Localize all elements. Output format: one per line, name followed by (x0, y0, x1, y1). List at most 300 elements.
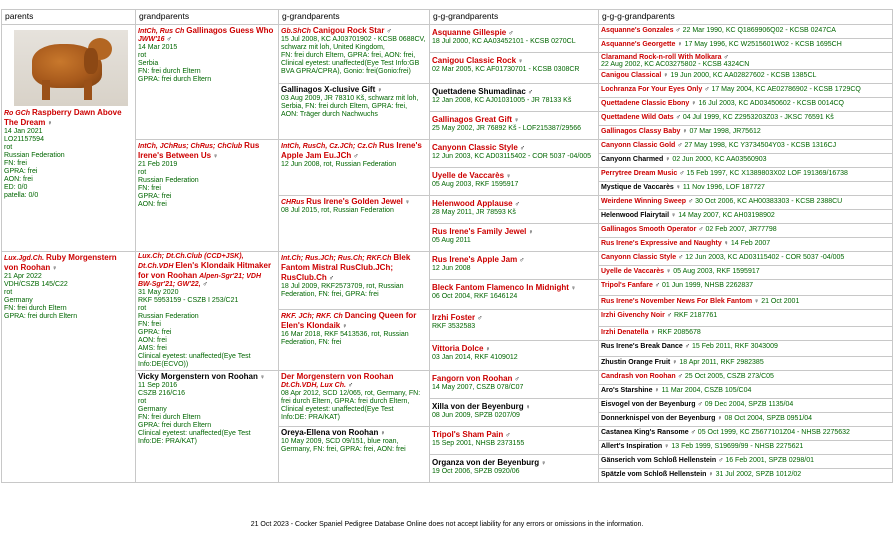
g-grandparent-info: 15 Jul 2008, KC AJ03701902 - KCSB 0688CV, schwarz mit loh, United Kingdom, (281, 36, 426, 51)
g-g-g-grandparent-cell (599, 296, 893, 310)
parent-cell (2, 25, 136, 252)
g-g-g-grandparent-info: 15 Feb 2011, RKF 3043009 (691, 342, 778, 350)
g-g-g-grandparent-info: RKF 2187761 (673, 312, 718, 320)
g-g-g-grandparent-info: 05 Oct 1999, KC Z5677101Z04 - NHSB 2275632 (697, 429, 850, 436)
parent-reg: VDH/CSZB 145/C22 (4, 281, 68, 288)
g-g-grandparent-info: 19 Oct 2006, SPZB 0920/06 (432, 468, 520, 475)
pedigree-row (2, 25, 893, 39)
g-g-g-grandparent-cell (599, 371, 893, 385)
g-g-grandparent-name-line (432, 171, 596, 181)
g-g-g-grandparent-cell (599, 168, 893, 182)
g-g-grandparent-cell (430, 112, 599, 140)
grandparent-name-line (138, 372, 276, 382)
g-g-g-grandparent-cell (599, 25, 893, 39)
male-sex-icon: ♂ (687, 198, 694, 205)
grandparent-extra-title: JWW'16 (138, 36, 165, 43)
female-sex-icon: ♀ (663, 72, 669, 79)
g-g-g-grandparent-name-link[interactable]: Weirdene Winning Sweep (601, 198, 686, 205)
g-g-g-grandparent-name-link[interactable]: Castanea King's Ransome (601, 429, 689, 436)
male-sex-icon: ♂ (386, 28, 392, 35)
g-g-g-grandparent-cell (599, 70, 893, 84)
grandparent-gpra: GPRA: frei durch Eltern (138, 76, 212, 83)
g-g-g-grandparent-cell (599, 441, 893, 455)
pedigree-table (1, 9, 893, 483)
male-sex-icon: ♂ (698, 226, 704, 233)
g-g-grandparent-cell (430, 168, 599, 196)
g-grandparent-name-line (281, 428, 427, 438)
g-grandparent-name-link[interactable]: Rus Irene's Apple Jam Eu.JCh (281, 141, 422, 160)
grandparent-name-link[interactable]: Elen's Klondaik Hitmaker for von Roohan (138, 261, 272, 280)
g-g-grandparent-info: 12 Jan 2008, KC AJ01031005 - JR 78133 Kš (432, 97, 572, 104)
parent-name-line (4, 253, 133, 273)
grandparent-country: Serbia (138, 60, 159, 67)
parent-name-link[interactable]: Ruby Morgenstern von Roohan (4, 253, 117, 272)
g-g-g-grandparent-info: 11 Nov 1996, LOF 187727 (682, 184, 765, 191)
female-sex-icon: ♀ (52, 265, 58, 272)
grandparent-name-link[interactable]: Vicky Morgenstern von Roohan (138, 372, 258, 381)
g-grandparent-cell (279, 252, 430, 310)
g-grandparent-title: CHRus (281, 199, 305, 206)
g-g-g-grandparent-name-link[interactable]: Donnerknispel von der Beyenburg (601, 415, 716, 422)
g-grandparent-cell (279, 371, 430, 427)
g-grandparent-info: 03 Aug 2009, JR 78310 Kš, schwarz mit loh, (281, 95, 419, 102)
g-g-g-grandparent-name-link[interactable]: Rus Irene's November News For Blek Fantom (601, 298, 753, 306)
g-g-g-grandparent-name-link[interactable]: Irzhi Givenchy Noir (601, 312, 665, 320)
parent-country: Russian Federation (4, 152, 65, 159)
grandparent-title: IntCh, Rus Ch (138, 28, 185, 35)
g-g-grandparent-cell (430, 310, 599, 340)
g-g-grandparent-name-line (432, 87, 596, 97)
g-grandparent-name-line (281, 26, 427, 36)
g-g-grandparent-name-line (432, 227, 596, 237)
g-g-grandparent-cell (430, 340, 599, 370)
g-g-grandparent-info: RKF 3532583 (432, 323, 476, 331)
g-g-grandparent-info: 18 Jul 2000, KC AA03452101 - KCSB 0270CL (432, 38, 576, 45)
female-sex-icon: ♀ (664, 443, 670, 450)
g-g-g-grandparent-name-link[interactable]: Canyonn Classic Gold (601, 142, 676, 149)
g-grandparent-name-link[interactable]: Gallinagos X-clusive Gift (281, 85, 376, 94)
grandparent-cell (136, 252, 279, 371)
g-g-g-grandparent-info: 11 Mar 2004, CSZB 105/C04 (661, 387, 752, 394)
g-g-g-grandparent-name-link[interactable]: Asquanne's Gonzales (601, 27, 674, 34)
g-g-g-grandparent-name-link[interactable]: Canyonn Classic Style (601, 254, 677, 261)
female-sex-icon: ♀ (525, 404, 531, 411)
female-sex-icon: ♀ (682, 128, 688, 135)
g-grandparent-info: Federation, FN: frei (281, 339, 342, 347)
grandparent-title: IntCh, JChRus; ChRus; ChClub (138, 143, 243, 150)
g-g-g-grandparent-name-link[interactable]: Uyelle de Vaccarès (601, 268, 665, 275)
g-g-grandparent-info: 14 May 2007, CSZB 078/C07 (432, 384, 524, 391)
male-sex-icon: ♂ (690, 429, 696, 436)
g-g-g-grandparent-name-link[interactable]: Eisvogel von der Beyenburg (601, 401, 696, 408)
grandparent-color: rot (138, 398, 147, 405)
g-grandparent-name-line (281, 311, 427, 331)
g-g-grandparent-name-line (432, 115, 596, 125)
g-g-grandparent-cell (430, 455, 599, 483)
grandparent-date: 21 Feb 2019 (138, 161, 178, 168)
g-g-g-grandparent-name-link[interactable]: Gallinagos Smooth Operator (601, 226, 697, 233)
female-sex-icon: ♀ (47, 120, 53, 127)
g-g-g-grandparent-info: 25 Oct 2005, CSZB 273/C05 (684, 373, 774, 380)
g-g-grandparent-name-link[interactable]: Irzhi Foster (432, 313, 476, 323)
g-g-g-grandparent-name-link[interactable]: Aro's Starshine (601, 387, 653, 394)
parent-gpra: GPRA: frei (4, 168, 38, 175)
g-g-g-grandparent-name-link[interactable]: Rus Irene's Break Dance (601, 342, 683, 350)
g-g-g-grandparent-info: 09 Dec 2004, SPZB 1135/04 (704, 401, 794, 408)
g-g-g-grandparent-cell (599, 357, 893, 371)
g-g-grandparent-name-link[interactable]: Rus Irene's Family Jewel (432, 227, 527, 236)
female-sex-icon: ♀ (666, 268, 672, 275)
male-sex-icon: ♂ (679, 170, 685, 177)
grandparent-reg: RKF 5953159 - CSZB I 253/C21 (138, 297, 239, 304)
g-g-g-grandparent-name-link[interactable]: Tripol's Fanfare (601, 282, 653, 289)
grandparent-title: Lux.Ch; Dt.Ch.Club (CCD+JSK), Dt.Ch.VDH (138, 253, 244, 270)
male-sex-icon: ♂ (654, 282, 661, 289)
g-g-g-grandparent-cell (599, 252, 893, 266)
g-g-g-grandparent-name-link[interactable]: Gallinagos Classy Baby (601, 128, 681, 135)
g-g-g-grandparent-info: 19 Jun 2000, KC AA02827602 - KCSB 1385CL (670, 72, 817, 79)
g-g-grandparent-name-link[interactable]: Helenwood Applause (432, 199, 513, 208)
g-g-g-grandparent-cell (599, 413, 893, 427)
grandparent-cell (136, 140, 279, 252)
header-row (2, 10, 893, 25)
male-sex-icon: ♂ (347, 382, 354, 389)
g-g-grandparent-name-link[interactable]: Vittoria Dolce (432, 343, 484, 353)
female-sex-icon: ♀ (677, 41, 683, 48)
g-grandparent-info: FN: frei durch Eltern, GPRA: frei, AON: frei, (281, 52, 416, 59)
g-g-g-grandparent-cell (599, 280, 893, 296)
pedigree-row (2, 371, 893, 385)
g-g-grandparent-name-link[interactable]: Uyelle de Vaccarès (432, 171, 505, 180)
g-grandparent-info: Clinical eyetest: unaffected(Eye Test (281, 406, 394, 413)
female-sex-icon: ♀ (342, 323, 348, 331)
female-sex-icon: ♀ (541, 460, 547, 467)
g-grandparent-info: 12 Jun 2008, rot, Russian Federation (281, 161, 397, 168)
g-g-grandparent-name-link[interactable]: Fangorn von Roohan (432, 374, 513, 383)
g-g-grandparent-info: 05 Aug 2011 (432, 237, 471, 244)
grandparent-gpra: GPRA: frei (138, 193, 172, 200)
g-g-g-grandparent-info: 01 Jun 1999, NHSB 2262837 (662, 282, 754, 289)
g-g-g-grandparent-cell (599, 238, 893, 252)
g-grandparent-name-link[interactable]: Blek Fantom Mistral RusClub.JCh; RusClub.Ch (281, 253, 411, 282)
female-sex-icon: ♀ (213, 153, 219, 160)
male-sex-icon: ♂ (718, 457, 724, 464)
g-g-grandparent-cell (430, 252, 599, 280)
parent-color: rot (4, 289, 13, 296)
g-g-g-grandparent-info: 13 Feb 1999, S19699/99 - NHSB 2275621 (671, 443, 804, 450)
pedigree-row (2, 252, 893, 266)
g-g-grandparent-name-link[interactable]: Tripol's Sham Pain (432, 430, 504, 439)
male-sex-icon: ♂ (328, 275, 334, 282)
female-sex-icon: ♀ (708, 471, 714, 478)
grandparent-extra-title: Alpen-Sgr'21; VDH BW-Sgr'21; GW'22, (138, 273, 262, 288)
female-sex-icon: ♀ (691, 100, 697, 107)
female-sex-icon: ♀ (672, 359, 678, 366)
female-sex-icon: ♀ (675, 184, 681, 191)
g-g-grandparent-info: 12 Jun 2008 (432, 265, 471, 272)
g-grandparent-info: Germany, FN: frei, GPRA: frei, AON: frei (281, 446, 406, 453)
grandparent-reg: CSZB 216/C16 (138, 390, 186, 397)
g-g-g-grandparent-cell (599, 469, 893, 483)
g-g-g-grandparent-cell (599, 210, 893, 224)
female-sex-icon: ♀ (513, 117, 520, 124)
grandparent-name-line (138, 26, 276, 44)
g-g-grandparent-name-link[interactable]: Quettadene Shumadinac (432, 87, 526, 96)
g-g-g-grandparent-name-link[interactable]: Candrash von Roohan (601, 373, 676, 380)
g-g-grandparent-info: 05 Aug 2003, RKF 1595917 (432, 181, 519, 188)
g-g-grandparent-cell (430, 427, 599, 455)
g-g-grandparent-cell (430, 224, 599, 252)
g-g-grandparent-name-link[interactable]: Canigou Classic Rock (432, 56, 517, 65)
female-sex-icon: ♀ (654, 387, 660, 394)
g-g-g-grandparent-cell (599, 154, 893, 168)
g-g-grandparent-name-link[interactable]: Asquanne Gillespie (432, 28, 507, 37)
g-g-grandparent-info: 06 Oct 2004, RKF 1646124 (432, 293, 518, 300)
parent-name-link[interactable]: Raspberry Dawn Above The Dream (4, 108, 122, 127)
grandparent-country: Russian Federation (138, 313, 199, 320)
g-grandparent-cell (279, 196, 430, 252)
female-sex-icon: ♀ (528, 229, 534, 236)
g-grandparent-name-line (281, 372, 427, 390)
parent-patella: patella: 0/0 (4, 192, 39, 199)
g-g-grandparent-name-link[interactable]: Bleck Fantom Flamenco In Midnight (432, 283, 569, 292)
female-sex-icon: ♀ (665, 156, 671, 163)
g-grandparent-cell (279, 140, 430, 196)
male-sex-icon: ♂ (202, 281, 208, 288)
g-g-grandparent-name-line (432, 402, 596, 412)
grandparent-aon: AON: frei (138, 337, 167, 344)
grandparent-fn: FN: frei (138, 321, 161, 328)
header-parents: parents (2, 10, 136, 25)
g-g-g-grandparent-cell (599, 310, 893, 326)
g-g-g-grandparent-name-link[interactable]: Mystique de Vaccarès (601, 184, 674, 191)
male-sex-icon: ♂ (684, 342, 691, 350)
g-grandparent-cell (279, 25, 430, 84)
g-g-g-grandparent-cell (599, 39, 893, 53)
grandparent-gpra: GPRA: frei (138, 329, 172, 336)
header-grandparents: grandparents (136, 10, 279, 25)
g-g-g-grandparent-cell (599, 53, 893, 70)
g-g-g-grandparent-cell (599, 266, 893, 280)
g-grandparent-info: Clinical eyetest: unaffected(Eye Test Info:GB BVA GPRA/CPRA), Gonio: frei(Gonio:frei) (281, 60, 420, 75)
male-sex-icon: ♂ (697, 401, 703, 408)
g-grandparent-name-link[interactable]: Oreya-Ellena von Roohan (281, 428, 379, 437)
g-grandparent-info: 16 Mar 2018, RKF 5413536, rot, Russian (281, 331, 409, 339)
g-grandparent-name-link[interactable]: Rus Irene's Golden Jewel (306, 197, 403, 206)
g-g-g-grandparent-name-link[interactable]: Asquanne's Georgette (601, 41, 676, 48)
g-grandparent-name-link[interactable]: Der Morgenstern von Roohan (281, 372, 394, 381)
header-g-grandparents: g-grandparents (279, 10, 430, 25)
female-sex-icon: ♀ (517, 58, 524, 65)
grandparent-gpra: GPRA: frei durch Eltern (138, 422, 212, 429)
g-g-g-grandparent-name-link[interactable]: Canyonn Charmed (601, 156, 664, 163)
g-g-g-grandparent-info: 15 Feb 1997, KC X1389803X02 LOF 191369/16738 (686, 170, 848, 177)
female-sex-icon: ♀ (404, 199, 411, 206)
grandparent-fn: FN: frei durch Eltern (138, 68, 201, 75)
pedigree-container (1, 9, 893, 483)
g-grandparent-info: Federation, FN: frei, GPRA: frei (281, 291, 379, 298)
grandparent-fn: FN: frei (138, 185, 161, 192)
g-grandparent-name-line (281, 197, 427, 207)
g-g-g-grandparent-info: 14 May 2007, KC AH03198902 (678, 212, 775, 219)
female-sex-icon: ♀ (717, 415, 723, 422)
g-g-g-grandparent-name-link[interactable]: Zhustin Orange Fruit (601, 359, 671, 366)
g-grandparent-info: 10 May 2009, SCD 09/151, blue roan, (281, 438, 399, 445)
g-g-g-grandparent-info: 27 May 1998, KC Y3734504Y03 - KCSB 1316CJ (684, 142, 837, 149)
g-g-grandparent-cell (430, 399, 599, 427)
g-grandparent-info: 08 Jul 2015, rot, Russian Federation (281, 207, 394, 214)
parent-fn: FN: frei (4, 160, 27, 167)
g-g-g-grandparent-cell (599, 84, 893, 98)
g-g-grandparent-name-link[interactable]: Rus Irene's Apple Jam (432, 255, 518, 264)
g-g-g-grandparent-cell (599, 399, 893, 413)
g-grandparent-name-line (281, 141, 427, 161)
male-sex-icon: ♂ (723, 54, 729, 61)
g-g-grandparent-name-line (432, 199, 596, 209)
male-sex-icon: ♂ (704, 86, 710, 93)
g-grandparent-title: Int.Ch; Rus.JCh; Rus.Ch; RKF.Ch (281, 255, 392, 262)
g-g-g-grandparent-cell (599, 326, 893, 340)
female-sex-icon: ♀ (754, 298, 760, 306)
parent-reg: LO21157594 (4, 136, 44, 143)
parent-ed: ED: 0/0 (4, 184, 28, 191)
g-g-g-grandparent-name-link[interactable]: Quettadene Classic Ebony (601, 100, 690, 107)
g-g-grandparent-cell (430, 196, 599, 224)
g-g-g-grandparent-name-link[interactable]: Perrytree Dream Music (601, 170, 678, 177)
grandparent-name-link[interactable]: Gallinagos Guess Who (186, 26, 274, 35)
g-g-grandparent-name-link[interactable]: Canyonn Classic Style (432, 143, 518, 152)
g-g-g-grandparent-name-link[interactable]: Helenwood Flairytail (601, 212, 670, 219)
g-g-grandparent-name-line (432, 56, 596, 66)
g-g-g-grandparent-info: RKF 2085678 (657, 328, 701, 336)
g-g-grandparent-info: 12 Jun 2003, KC AD03115402 - COR 5037 -04/005 (432, 153, 592, 160)
g-g-grandparent-name-link[interactable]: Gallinagos Great Gift (432, 115, 513, 124)
male-sex-icon: ♂ (514, 201, 520, 208)
male-sex-icon: ♂ (505, 432, 511, 439)
g-grandparent-title: Gb.ShCh (281, 28, 311, 35)
g-g-g-grandparent-info: 12 Jun 2003, KC AD03115402 - COR 5037 -04/005 (685, 254, 845, 261)
grandparent-ams: AMS: frei (138, 345, 167, 352)
g-grandparent-info: Info:DE: PRA/KAT) (281, 414, 340, 421)
g-g-g-grandparent-name-link[interactable]: Allert's Inspiration (601, 443, 663, 450)
g-grandparent-info: Serbia, FN: frei durch Eltern, GPRA: frei, (281, 103, 408, 110)
grandparent-eye: Clinical eyetest: unaffected(Eye Test Info:DE: PRA/KAT) (138, 430, 251, 445)
parent-title: Lux.Jgd.Ch. (4, 255, 45, 262)
g-g-g-grandparent-info: 16 Jul 2003, KC AD03450602 - KCSB 0014CQ (698, 100, 845, 107)
g-g-grandparent-name-link[interactable]: Organza von der Beyenburg (432, 458, 540, 467)
g-g-grandparent-cell (430, 84, 599, 112)
female-sex-icon: ♀ (259, 374, 266, 381)
female-sex-icon: ♀ (380, 430, 386, 437)
header-g-g-g-grandparents: g-g-g-grandparents (599, 10, 893, 25)
male-sex-icon: ♂ (514, 376, 520, 383)
parent-color: rot (4, 144, 13, 151)
g-g-g-grandparent-info: 14 Feb 2007 (730, 240, 771, 247)
grandparent-date: 14 Mar 2015 (138, 44, 178, 51)
g-grandparent-name-link[interactable]: Canigou Rock Star (312, 26, 385, 35)
pedigree-row (2, 140, 893, 154)
g-grandparent-info: 18 Jul 2009, RKF2573709, rot, Russian (281, 283, 404, 290)
parent-date: 14 Jan 2021 (4, 128, 43, 135)
grandparent-color: rot (138, 169, 147, 176)
g-g-grandparent-name-line (432, 255, 596, 265)
g-g-grandparent-name-link[interactable]: Xilla von der Beyenburg (432, 402, 524, 411)
g-grandparent-title: IntCh, RusCh, Cz.JCh; Cz.Ch (281, 143, 378, 150)
grandparent-name-link[interactable]: Rus Irene's Between Us (138, 141, 260, 160)
parent-date: 21 Apr 2022 (4, 273, 42, 280)
g-g-g-grandparent-info: 18 Apr 2011, RKF 2982385 (679, 359, 764, 366)
male-sex-icon: ♂ (166, 36, 172, 43)
g-grandparent-title: RKF. JCh; RKF. Ch (281, 313, 343, 321)
g-grandparent-name-line (281, 85, 427, 95)
g-g-g-grandparent-info: 22 Aug 2002, KC AC03275802 - KCSB 4324CN (601, 61, 750, 68)
g-g-g-grandparent-cell (599, 98, 893, 112)
g-g-g-grandparent-cell (599, 224, 893, 238)
g-g-grandparent-name-line (432, 283, 596, 293)
g-g-g-grandparent-name-link[interactable]: Spätzle vom Schloß Hellenstein (601, 471, 707, 478)
grandparent-country: Germany (138, 406, 167, 413)
grandparent-eye: Clinical eyetest: unaffected(Eye Test Info:DE(ECVO)) (138, 353, 251, 368)
g-g-g-grandparent-name-link[interactable]: Rus Irene's Expressive and Naughty (601, 240, 722, 247)
grandparent-cell (136, 371, 279, 483)
g-g-g-grandparent-name-link[interactable]: Lochranza For Your Eyes Only (601, 86, 703, 93)
g-grandparent-cell (279, 84, 430, 140)
dog-photo (14, 30, 128, 106)
male-sex-icon: ♂ (675, 114, 681, 121)
g-g-g-grandparent-info: 05 Aug 2003, RKF 1595917 (673, 268, 760, 275)
g-g-grandparent-name-line (432, 313, 596, 323)
g-g-g-grandparent-name-link[interactable]: Irzhi Denatella (601, 328, 649, 336)
g-g-grandparent-info: 15 Sep 2001, NHSB 2373155 (432, 440, 525, 447)
g-g-grandparent-info: 25 May 2002, JR 76892 Kš - LOF215387/29566 (432, 125, 582, 132)
g-g-g-grandparent-info: 31 Jul 2002, SPZB 1012/02 (715, 471, 802, 478)
g-g-g-grandparent-info: 30 Oct 2006, KC AH00383303 - KCSB 2388CU (695, 198, 843, 205)
female-sex-icon: ♀ (723, 240, 729, 247)
g-g-g-grandparent-info: 07 Mar 1998, JR75612 (689, 128, 761, 135)
g-g-g-grandparent-info: 04 Jul 1999, KC Z2953203Z03 - JKSC 76591 Kš (682, 114, 834, 121)
g-g-g-grandparent-cell (599, 182, 893, 196)
g-grandparent-info: 08 Apr 2012, SCD 12/065, rot, Germany, FN: frei durch Eltern, GPRA: frei durch Eltern, (281, 390, 421, 405)
footer-disclaimer: 21 Oct 2023 - Cocker Spaniel Pedigree Database Online does not accept liability for any errors or omissions in the information. (250, 521, 644, 528)
g-grandparent-name-link[interactable]: Dancing Queen for Elen's Klondaik (281, 311, 417, 331)
male-sex-icon: ♂ (666, 312, 672, 320)
female-sex-icon: ♀ (377, 87, 383, 94)
g-g-g-grandparent-name-link[interactable]: Canigou Classical (601, 72, 662, 79)
g-g-grandparent-cell (430, 140, 599, 168)
male-sex-icon: ♂ (675, 27, 681, 34)
g-g-g-grandparent-cell (599, 126, 893, 140)
grandparent-cell (136, 25, 279, 140)
g-g-g-grandparent-info: 22 Mar 1990, KC Q1869906Q02 - KCSB 0247CA (682, 27, 836, 34)
g-g-g-grandparent-info: 02 Feb 2007, JR77798 (705, 226, 777, 233)
male-sex-icon: ♂ (677, 142, 683, 149)
g-g-g-grandparent-name-link[interactable]: Quettadene Wild Oats (601, 114, 674, 121)
g-g-g-grandparent-cell (599, 455, 893, 469)
g-g-g-grandparent-name-link[interactable]: Claramand Rock-n-roll With Molkara (601, 54, 722, 61)
female-sex-icon: ♀ (485, 345, 491, 353)
grandparent-fn: FN: frei durch Eltern (138, 414, 201, 421)
header-g-g-grandparents: g-g-grandparents (430, 10, 599, 25)
parent-title: Ro GCh (4, 110, 31, 117)
g-g-g-grandparent-name-link[interactable]: Gänserich vom Schloß Hellenstein (601, 457, 717, 464)
g-g-g-grandparent-info: 02 Jun 2000, KC AA03560903 (672, 156, 767, 163)
g-grandparent-extra-title: Dt.Ch.VDH, Lux Ch. (281, 382, 346, 389)
female-sex-icon: ♀ (671, 212, 677, 219)
g-g-g-grandparent-cell (599, 196, 893, 210)
female-sex-icon: ♀ (650, 328, 656, 336)
g-g-g-grandparent-cell (599, 112, 893, 126)
g-grandparent-cell (279, 427, 430, 483)
